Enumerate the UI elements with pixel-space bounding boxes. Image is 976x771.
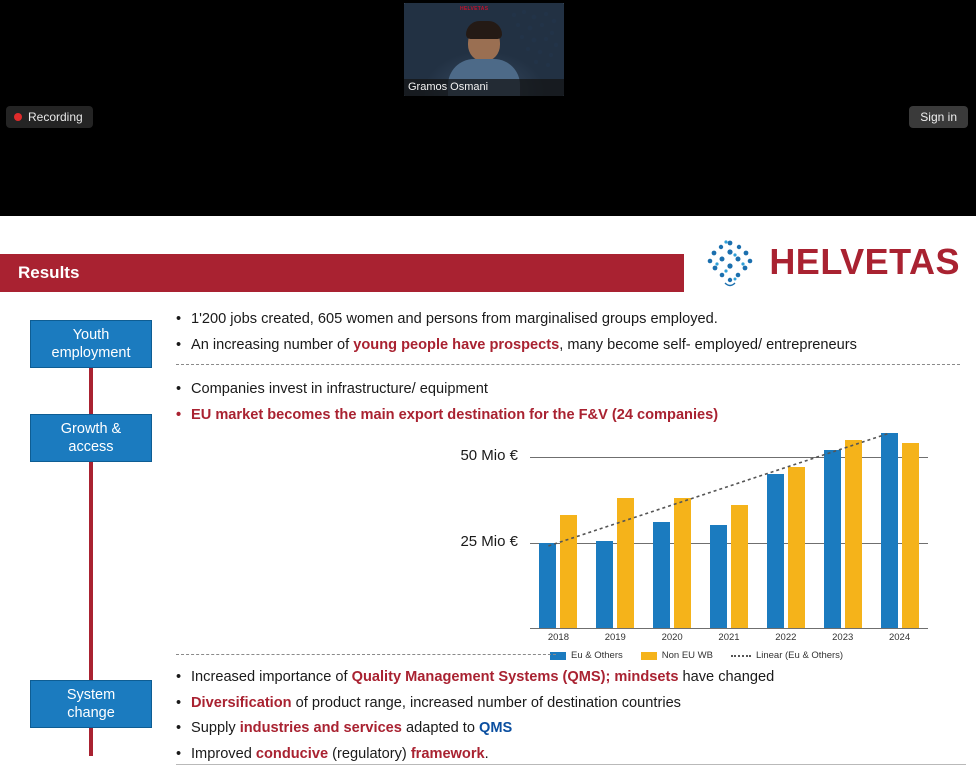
bullet-item: • Increased importance of Quality Management Systems (QMS); mindsets have changed [176,666,876,689]
legend-label: Eu & Others [571,650,623,661]
globe-logo-icon [699,234,761,290]
chart-bar [674,498,691,628]
helvetas-brand [699,234,960,290]
bullet-group-youth [176,308,966,359]
bullet-item: • Companies invest in infrastructure/ equipment [176,378,966,401]
legend-swatch-icon [641,652,657,660]
y-axis-tick-label: 25 Mio € [460,532,518,550]
x-axis-tick: 2021 [718,632,740,643]
x-axis-tick: 2018 [547,632,569,643]
flow-box-growth-access [30,414,152,462]
bullet-group-system-change [176,666,876,768]
chart-bar [845,440,862,628]
participant-name-label: Gramos Osmani [404,79,564,96]
recording-dot-icon [14,113,22,121]
bullet-item: • Improved conducive (regulatory) framework. [176,743,876,766]
presentation-slide [0,216,976,771]
chart-bar [824,450,841,628]
legend-item-eu [550,650,623,661]
y-axis-tick-label: 50 Mio € [460,447,518,465]
chart-bar [881,433,898,628]
chart-bar [710,525,727,628]
chart-bar [596,541,613,628]
chart-bar [788,467,805,628]
chart-bar [767,474,784,628]
legend-item-noneu [641,650,713,661]
x-axis-tick: 2023 [832,632,854,643]
section-divider [176,364,960,365]
legend-label: Linear (Eu & Others) [755,650,844,661]
brand-name: HELVETAS [769,241,960,282]
bullet-item: • 1'200 jobs created, 605 women and persons from marginalised groups employed. [176,308,966,331]
decorative-pattern-icon [506,9,560,73]
participant-video-tile[interactable] [404,3,564,96]
chart-bar [653,522,670,628]
chart-bar [539,543,556,628]
participant-hair [466,21,502,39]
x-axis-tick: 2024 [888,632,911,643]
helvetas-watermark-icon: HELVETAS [460,6,489,12]
legend-label: Non EU WB [661,650,713,661]
x-axis-tick: 2019 [604,632,626,643]
chart-bar [902,443,919,628]
flow-box-label: System change [66,686,116,721]
export-destination-chart [440,416,940,666]
page-title: Results [18,263,80,282]
chart-legend [550,650,843,661]
flow-box-label: Growth & access [60,420,122,455]
legend-line-icon [731,655,751,657]
x-axis-tick: 2020 [661,632,683,643]
flow-box-youth-employment [30,320,152,368]
bullet-item-highlight: • EU market becomes the main export destination for the F&V (24 companies) [176,404,966,427]
section-divider [176,654,556,655]
bullet-item: • Supply industries and services adapted to QMS [176,717,876,740]
recording-indicator [6,106,93,128]
slide-title-bar [0,254,684,292]
sign-in-button[interactable]: Sign in [909,106,968,128]
chart-bar [617,498,634,628]
chart-plot-area [530,416,928,628]
chart-bar [731,505,748,628]
x-axis-line [530,628,928,629]
video-conference-area [0,0,976,216]
slide-footer-rule [176,764,966,765]
flow-box-system-change [30,680,152,728]
x-axis-tick: 2022 [775,632,797,643]
chart-bar [560,515,577,628]
legend-item-trend [731,650,843,661]
recording-label: Recording [28,110,83,124]
legend-swatch-icon [550,652,566,660]
bullet-item: • An increasing number of young people have prospects, many become self- employed/ entrepreneurs [176,334,966,357]
flow-box-label: Youth employment [51,326,131,361]
bullet-item: • Diversification of product range, increased number of destination countries [176,692,876,715]
